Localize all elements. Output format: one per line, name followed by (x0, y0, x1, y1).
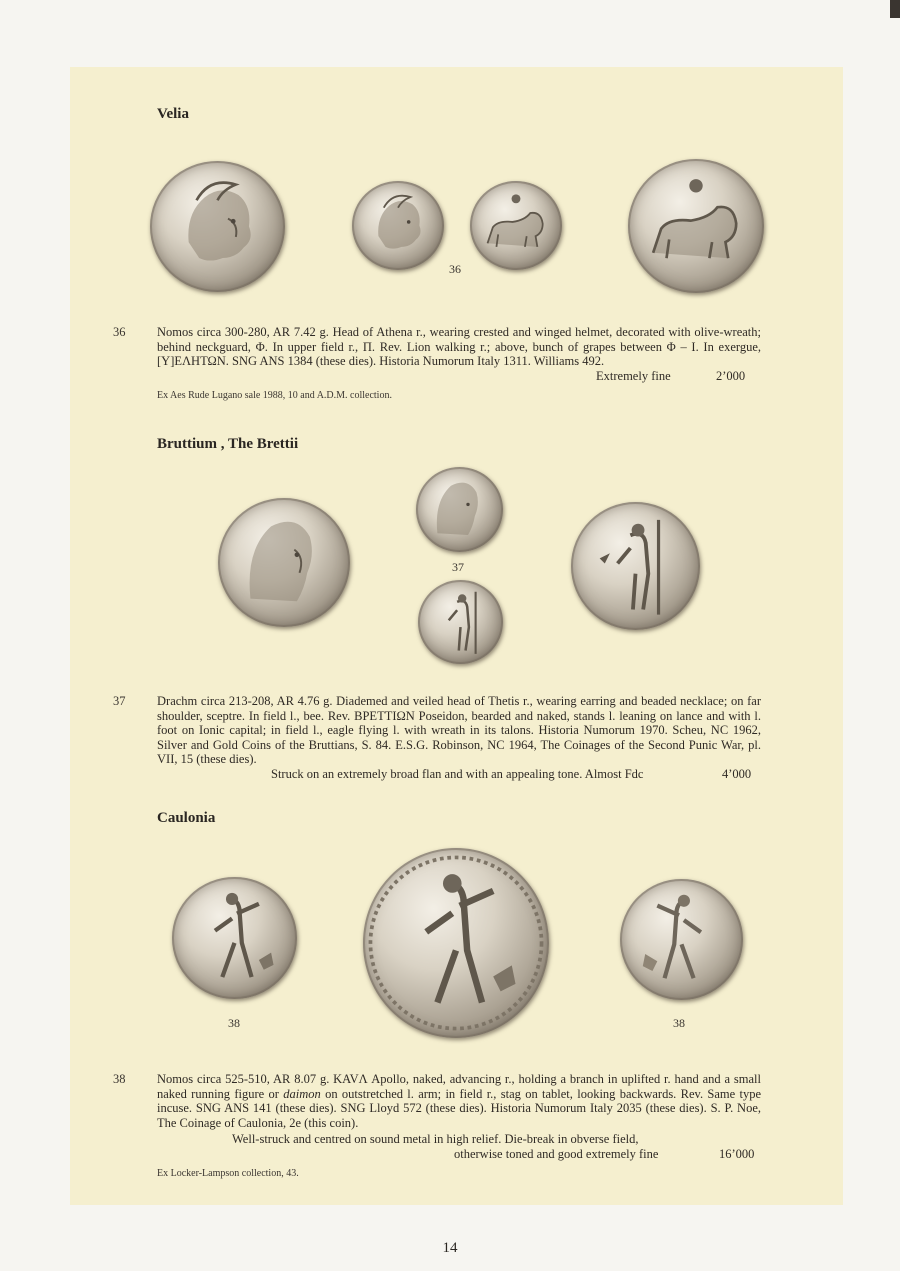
coin-label-38-right: 38 (673, 1016, 685, 1030)
coin-label-37: 37 (452, 560, 464, 574)
coin-label-36: 36 (449, 262, 461, 276)
apollo-incuse-icon (620, 879, 743, 1000)
stag-icon (259, 953, 274, 970)
coin-37-reverse (418, 580, 503, 664)
coin-36-reverse (470, 181, 562, 270)
coin-38-reverse-incuse (620, 879, 743, 1000)
lot-description-37: Drachm circa 213-208, AR 4.76 g. Diademed and veiled head of Thetis r., wearing earring and beaded necklace; on far shoulder, sceptre. In field l., bee. Rev. ΒΡΕΤΤΙΩΝ Poseidon, bearded and naked, stands l. leaning on lance and with l. foot on Ionic capital; in field l., eagle flying l. with wreath in its talons. Historia Numorum 1970. Scheu, NC 1962, Silver and Gold Coins of the Bruttians, S. 84. E.S.G. Robinson, NC 1964, The Coinages of the Second Punic War, pl. VII, 15 (these dies). (157, 694, 761, 766)
lion-icon (628, 159, 764, 293)
lot-number-37: 37 (113, 694, 126, 708)
coin-38-obverse-enlarged (363, 848, 549, 1038)
stag-icon (643, 954, 658, 971)
lot-description-36: Nomos circa 300-280, AR 7.42 g. Head of Athena r., wearing crested and winged helmet, decorated with olive-wreath; behind neckguard, Φ. In upper field r., Π. Rev. Lion walking r.; above, bunch of grapes between Φ – I. In exergue, [Y]ΕΛΗΤΩΝ. SNG ANS 1384 (these dies). Historia Numorum Italy 1311. Williams 492. (157, 325, 761, 368)
coin-37-obverse-enlarged (218, 498, 350, 627)
lot-number-38: 38 (113, 1072, 126, 1086)
coin-label-38-left: 38 (228, 1016, 240, 1030)
lot-provenance-36: Ex Aes Rude Lugano sale 1988, 10 and A.D.M. collection. (157, 390, 392, 401)
athena-head-icon (352, 181, 444, 270)
lot-estimate-37: 4’000 (722, 767, 752, 781)
lion-icon (470, 181, 562, 270)
page-edge-mark (890, 0, 900, 18)
lot-description-38-part2: on outstretched l. arm; in field r., stag on tablet, looking backwards. Rev. Same type incuse. SNG ANS 141 (these dies). SNG Lloyd 572 (these dies). Historia Numorum Italy 2035 (these dies). S. P. Noe, The Coinage of Caulonia, 2e (this coin). (157, 1086, 761, 1130)
lot-grade-38-line1: Well-struck and centred on sound metal in high relief. Die-break in obverse field, (232, 1132, 639, 1146)
grapes-icon (512, 194, 521, 203)
page-number: 14 (442, 1240, 458, 1256)
veiled-head-icon (416, 467, 503, 552)
coin-38-obverse (172, 877, 297, 999)
lot-description-38-italic: daimon (283, 1086, 321, 1101)
section-title-velia: Velia (157, 106, 189, 122)
section-title-bruttium: Bruttium , The Brettii (157, 436, 299, 452)
athena-head-icon (150, 161, 285, 292)
lot-description-38 (157, 1072, 761, 1130)
coin-36-obverse (352, 181, 444, 270)
grapes-icon (689, 179, 702, 192)
coin-37-obverse (416, 467, 503, 552)
stag-icon (493, 965, 515, 991)
lot-number-36: 36 (113, 325, 126, 339)
poseidon-icon (571, 502, 700, 630)
coin-37-reverse-enlarged (571, 502, 700, 630)
apollo-icon (172, 877, 297, 999)
veiled-head-icon (218, 498, 350, 627)
section-title-caulonia: Caulonia (157, 810, 216, 826)
lot-grade-36: Extremely fine (596, 369, 671, 383)
lot-description-38-part1: Nomos circa 525-510, AR 8.07 g. KAVΛ Apollo, naked, advancing r., holding a branch in uplifted r. hand and a small naked running figure or (157, 1072, 761, 1101)
apollo-icon (363, 848, 549, 1038)
coin-36-obverse-enlarged (150, 161, 285, 292)
lot-estimate-38: 16’000 (719, 1147, 755, 1161)
lot-provenance-38: Ex Locker-Lampson collection, 43. (157, 1168, 299, 1179)
coin-36-reverse-enlarged (628, 159, 764, 293)
lot-estimate-36: 2’000 (716, 369, 746, 383)
lot-grade-37: Struck on an extremely broad flan and with an appealing tone. Almost Fdc (271, 767, 644, 781)
eagle-icon (600, 553, 610, 563)
poseidon-icon (418, 580, 503, 664)
lot-grade-38-line2: otherwise toned and good extremely fine (454, 1147, 659, 1161)
